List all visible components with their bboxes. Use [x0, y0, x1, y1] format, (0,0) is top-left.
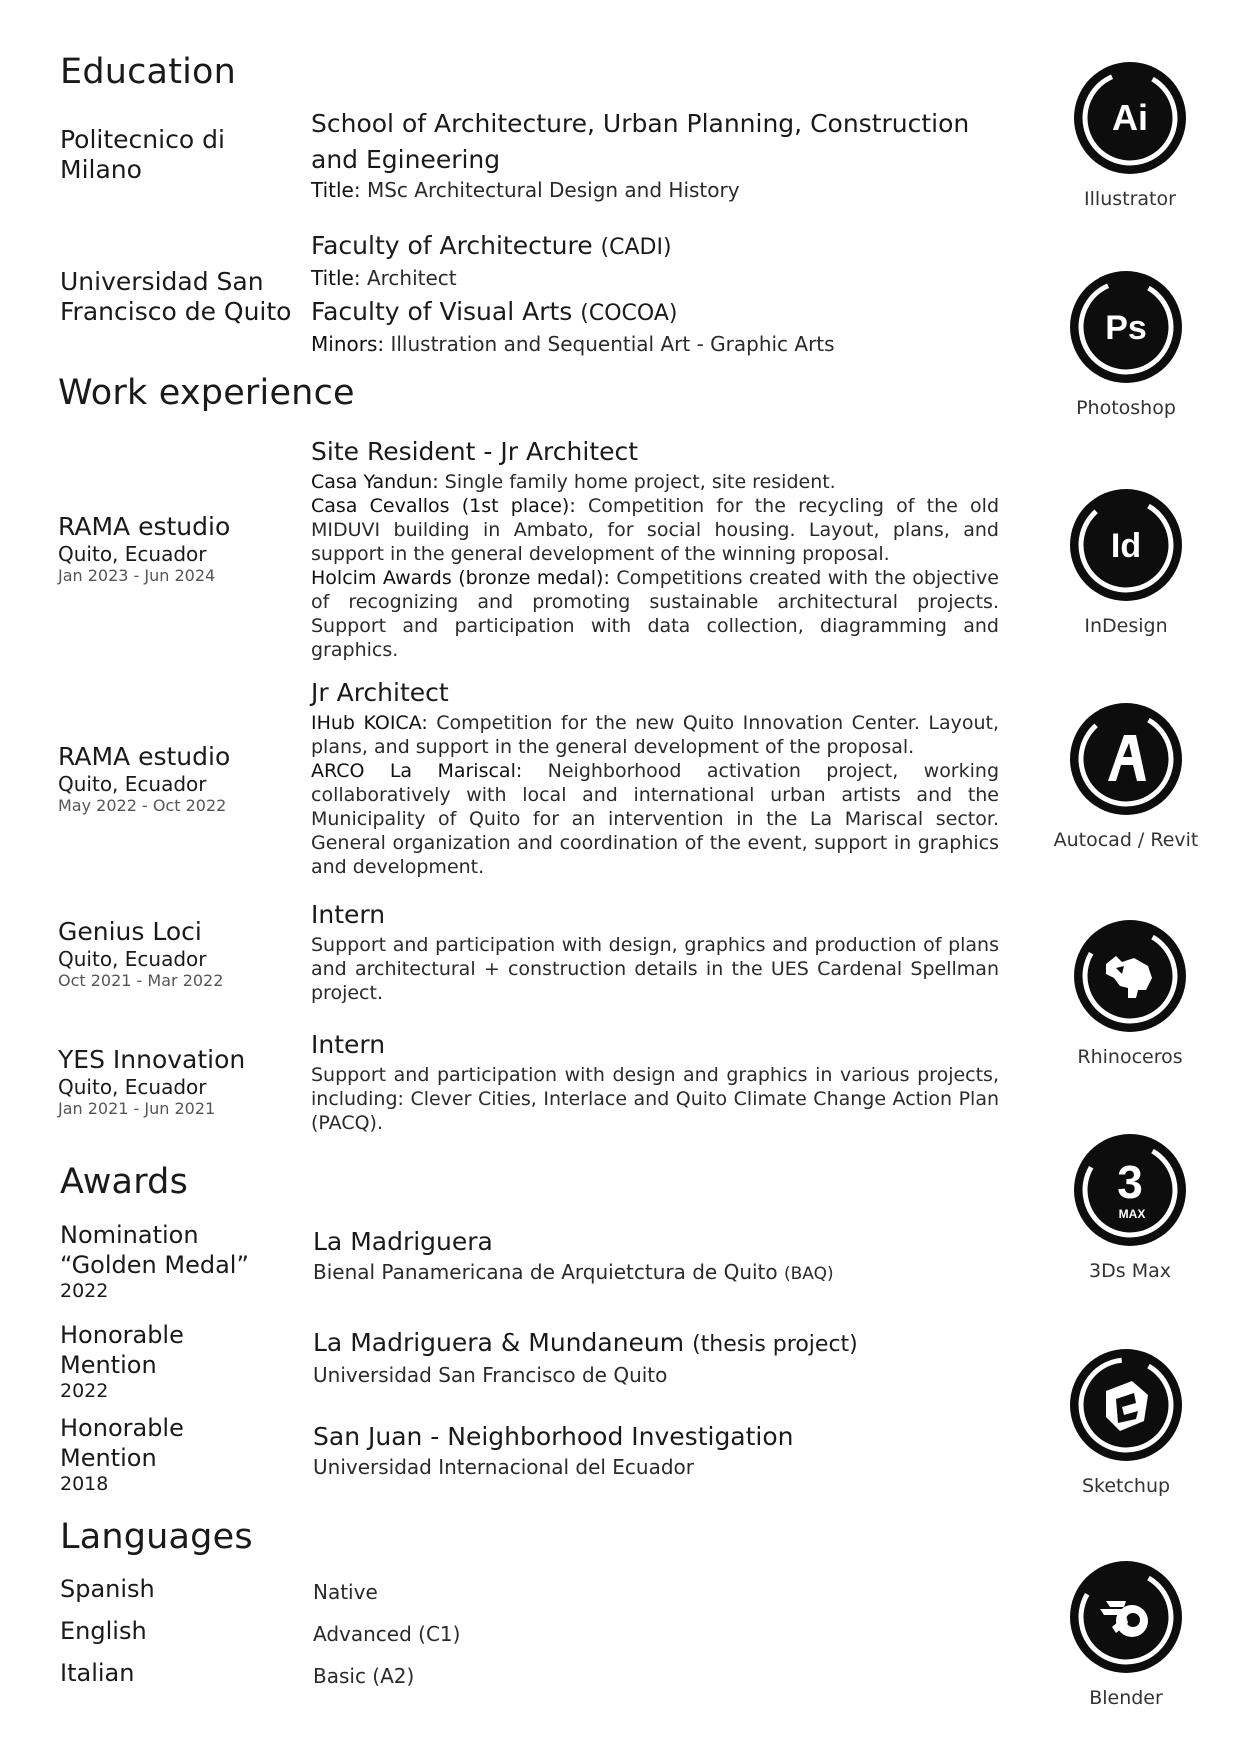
award-institution: Universidad Internacional del Ecuador — [313, 1455, 695, 1479]
work-role: Site Resident - Jr Architect — [311, 437, 639, 466]
award-name: Honorable Mention — [60, 1321, 184, 1379]
software-abbr: Id — [1110, 527, 1142, 565]
work-role: Intern — [311, 1030, 386, 1059]
software-item — [1030, 916, 1230, 1068]
photoshop-icon — [1066, 267, 1186, 387]
project-label: Holcim Awards (bronze medal): — [311, 567, 610, 589]
project-text: Single family home project, site resident. — [444, 471, 836, 493]
education-faculty: School of Architecture, Urban Planning, Construction and Egineering — [311, 109, 970, 174]
work-org: RAMA estudio — [58, 512, 231, 541]
education-faculty: Faculty of Visual Arts — [311, 297, 573, 326]
award-year: 2022 — [60, 1280, 109, 1302]
work-role: Jr Architect — [311, 678, 449, 707]
work-org: Genius Loci — [58, 917, 202, 946]
software-name: 3Ds Max — [1089, 1260, 1171, 1282]
software-name: Sketchup — [1081, 1475, 1171, 1497]
software-item — [1030, 1130, 1230, 1282]
software-item — [1026, 1557, 1226, 1709]
education-heading: Education — [60, 52, 237, 92]
award-block — [60, 1413, 280, 1495]
award-name: Honorable Mention — [60, 1414, 184, 1472]
work-entry — [311, 1027, 999, 1135]
software-name: Rhinoceros — [1077, 1046, 1183, 1068]
award-project-note: (thesis project) — [692, 1332, 858, 1357]
work-entry — [311, 897, 999, 1005]
languages-heading: Languages — [60, 1517, 253, 1557]
work-dates: Jan 2023 - Jun 2024 — [58, 566, 216, 585]
work-place: Quito, Ecuador — [58, 1075, 207, 1099]
title-label: Title: — [311, 266, 361, 290]
award-entry — [313, 1224, 1001, 1286]
language-level: Advanced (C1) — [313, 1622, 461, 1646]
software-name: Illustrator — [1084, 188, 1176, 210]
title-value: MSc Architectural Design and History — [366, 178, 740, 202]
education-entry — [311, 106, 1001, 202]
work-description — [311, 711, 999, 879]
awards-heading: Awards — [60, 1162, 189, 1202]
education-entry — [311, 228, 1001, 356]
work-entry — [311, 675, 999, 879]
svg-text:3: 3 — [1117, 1156, 1143, 1208]
software-item — [1026, 485, 1226, 637]
work-place: Quito, Ecuador — [58, 772, 207, 796]
blender-icon — [1066, 1557, 1186, 1677]
software-abbr: Ps — [1105, 309, 1147, 347]
work-description — [311, 470, 999, 662]
work-place: Quito, Ecuador — [58, 947, 207, 971]
project-text: Competition for the new Quito Innovation Center. Layout, plans, and support in the general development of the proposal. — [311, 712, 999, 758]
language-name: Italian — [60, 1659, 135, 1687]
software-name: Blender — [1089, 1687, 1163, 1709]
language-name: English — [60, 1617, 147, 1645]
award-institution-abbr: (BAQ) — [784, 1264, 834, 1284]
work-org-block — [58, 1045, 288, 1119]
project-label: Casa Yandun: — [311, 471, 439, 493]
work-entry — [311, 434, 999, 662]
award-institution: Universidad San Francisco de Quito — [313, 1363, 668, 1387]
project-text: Competitions created with the objective of recognizing and promoting sustainable architectural projects. Support and participation with data collection, diagramming and graphics. — [311, 567, 999, 661]
award-entry — [313, 1325, 1001, 1387]
software-item — [1026, 1345, 1226, 1497]
award-institution: Bienal Panamericana de Arquietctura de Quito — [313, 1260, 778, 1284]
work-org: RAMA estudio — [58, 742, 231, 771]
software-item — [1030, 58, 1230, 210]
title-value: Architect — [366, 266, 457, 290]
software-item — [1026, 267, 1226, 419]
language-name: Spanish — [60, 1575, 155, 1603]
software-name: Autocad / Revit — [1053, 829, 1199, 851]
award-project: La Madriguera & Mundaneum — [313, 1328, 685, 1357]
work-place: Quito, Ecuador — [58, 542, 207, 566]
sketchup-icon — [1066, 1345, 1186, 1465]
software-item — [1026, 699, 1226, 851]
faculty-abbr: (COCOA) — [580, 301, 678, 326]
work-description: Support and participation with design and graphics in various projects, including: Clever Cities, Interlace and Quito Climate Change Action Plan (PACQ). — [311, 1064, 999, 1134]
work-role: Intern — [311, 900, 386, 929]
work-description: Support and participation with design, graphics and production of plans and architectural + construction details in the UES Cardenal Spellman project. — [311, 934, 999, 1004]
language-level: Native — [313, 1580, 378, 1604]
work-org-block — [58, 742, 288, 816]
software-name: InDesign — [1084, 615, 1168, 637]
work-org-block — [58, 917, 288, 991]
indesign-icon — [1066, 485, 1186, 605]
award-year: 2022 — [60, 1380, 109, 1402]
faculty-abbr: (CADI) — [600, 235, 672, 260]
award-project: La Madriguera — [313, 1227, 493, 1256]
language-level: Basic (A2) — [313, 1664, 415, 1688]
title-label: Title: — [311, 178, 361, 202]
project-label: IHub KOICA: — [311, 712, 428, 734]
minors-value: Illustration and Sequential Art - Graphic Arts — [390, 332, 835, 356]
3dsmax-icon — [1070, 1130, 1190, 1250]
award-entry — [313, 1419, 1001, 1479]
work-org: YES Innovation — [58, 1045, 246, 1074]
award-block — [60, 1320, 280, 1402]
education-school: Universidad San Francisco de Quito — [60, 267, 292, 326]
software-abbr: MAX — [1118, 1207, 1146, 1221]
rhinoceros-icon — [1070, 916, 1190, 1036]
project-text: Neighborhood activation project, working collaboratively with local and international urban artists and the Municipality of Quito for an intervention in the La Mariscal sector. General organization and coordination of the event, support in graphics and development. — [311, 760, 1000, 878]
education-faculty: Faculty of Architecture — [311, 231, 593, 260]
education-school: Politecnico di Milano — [60, 125, 225, 184]
work-heading: Work experience — [58, 373, 355, 413]
project-label: Casa Cevallos (1st place): — [311, 495, 576, 517]
work-dates: May 2022 - Oct 2022 — [58, 796, 227, 815]
software-name: Photoshop — [1076, 397, 1176, 419]
award-year: 2018 — [60, 1473, 109, 1495]
autocad-icon — [1066, 699, 1186, 819]
award-project: San Juan - Neighborhood Investigation — [313, 1422, 794, 1451]
project-text: Competition for the recycling of the old MIDUVI building in Ambato, for social housing. Layout, plans, and support in the general development of the winning proposal. — [311, 495, 1000, 565]
award-name: Nomination “Golden Medal” — [60, 1221, 249, 1279]
work-dates: Jan 2021 - Jun 2021 — [58, 1099, 216, 1118]
project-label: ARCO La Mariscal: — [311, 760, 523, 782]
illustrator-icon — [1070, 58, 1190, 178]
minors-label: Minors: — [311, 332, 385, 356]
work-org-block — [58, 512, 288, 586]
award-block — [60, 1220, 280, 1302]
work-dates: Oct 2021 - Mar 2022 — [58, 971, 224, 990]
software-abbr: Ai — [1112, 97, 1148, 138]
